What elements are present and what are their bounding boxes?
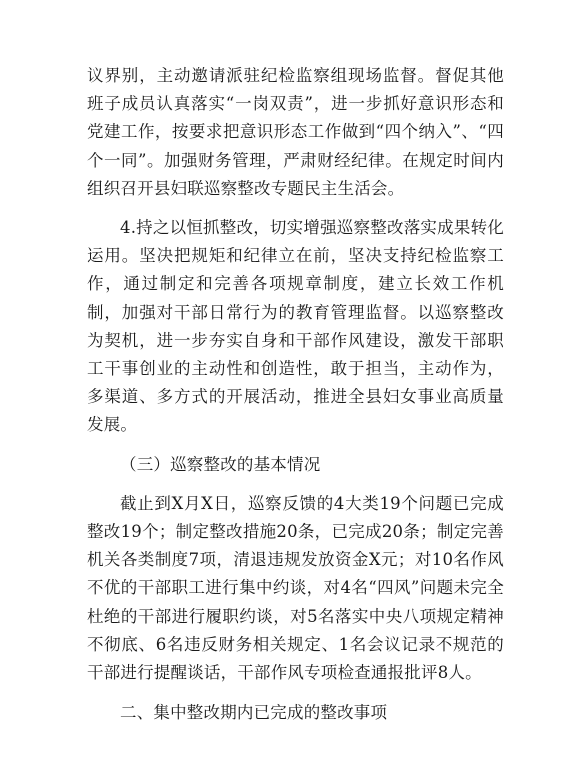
paragraph-statistics: 截止到X月X日，巡察反馈的4大类19个问题已完成整改19个；制定整改措施20条，已完成20条；制定完善机关各类制度7项，清退违规发放资金X元；对10名作风不优的干部职工进行集中约谈，对4名“四风”问题未完全杜绝的干部进行履职约谈，对5名落实中央八项规定精神不彻底、6名违反财务相关规定、1名会议记录不规范的干部进行提醒谈话，干部作风专项检查通报批评8人。 xyxy=(87,493,504,683)
paragraph-supervision: 议界别，主动邀请派驻纪检监察组现场监督。督促其他班子成员认真落实“一岗双责”，进一步抓好意识形态和党建工作，按要求把意识形态工作做到“四个纳入”、“四个一同”。加强财务管理，严肃财经纪律。在规定时间内组织召开县妇联巡察整改专题民主生活会。 xyxy=(87,66,504,198)
section-heading-completed-items: 二、集中整改期内已完成的整改事项 xyxy=(120,703,388,723)
paragraph-item-4: 4.持之以恒抓整改，切实增强巡察整改落实成果转化运用。坚决把规矩和纪律立在前，坚决支持纪检监察工作，通过制定和完善各项规章制度，建立长效工作机制，加强对干部日常行为的教育管理监督。以巡察整改为契机，进一步夯实自身和干部作风建设，激发干部职工干事创业的主动性和创造性，敢于担当，主动作为，多渠道、多方式的开展活动，推进全县妇女事业高质量发展。 xyxy=(87,218,504,435)
paragraph-spacer xyxy=(87,203,504,214)
paragraph-spacer xyxy=(87,687,504,699)
paragraph-spacer xyxy=(87,440,504,451)
paragraph-spacer xyxy=(87,479,504,490)
section-heading-basic-situation: （三）巡察整改的基本情况 xyxy=(120,454,321,474)
document-body xyxy=(87,62,504,727)
